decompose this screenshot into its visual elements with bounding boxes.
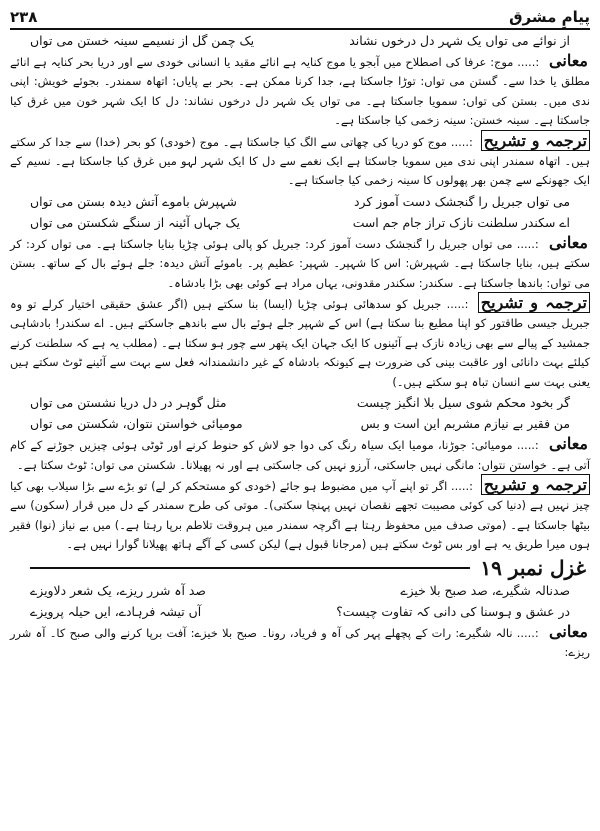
paragraph-text: اگر تو اپنے آپ میں مضبوط ہو جائے (خودی کو مستحکم کر لے) تو بڑے سے بڑا سیلاب بھی کیا چیز نہیں ہے (دنیا کی کوئی مصیبت تجھے نقصان نہیں پہنچا سکتی)۔ موتی کی طرح سمندر کے دل میں قرار (سکون) سے بیٹھا جاسکتا ہے۔ (موتی صدف میں محفوظ رہتا ہے اگرچہ سمندر میں ہروقت تلاطم برپا رہتا ہے۔) میں بے نیاز (نوا) فقیر ہوں میرا طریق یہ ہے اور بس ٹوٹ سکتے ہیں (مرجانا قبول ہے) لیکن کسی کے آگے ہاتھ پھیلانا گوارا نہیں ہے۔	[10, 478, 590, 552]
verse-first-hemistich: اے سکندر سلطنت نازک تراز جام جم است	[352, 214, 570, 230]
commentary-paragraph: ترجمہ و تشریح :..... جبریل کو سدھائی ہوئی چڑیا (ایسا) بنا سکتے ہیں (اگر عشق حقیقی اختیار کرلے تو وہ جبریل جیسی طاقتور کو اپنا مطیع بنا سکتا ہے) اس کے شہپر جلے ہوئے بال سے باندھے جاسکتے ہیں۔ اے سکندر! بادشاہی جمشید کے پیالے سے بھی زیادہ نازک ہے آئینوں کا ایک جہان ایک پتھر سے چور ہو سکتا ہے۔ (مطلب یہ ہے کہ سلطنت کرنے کیلئے بہت دانائی اور عاقبت بینی کی ضرورت ہے کیونکہ بادشاہ کے غیر دانشمندانہ فعل سے بہت سے آئینے ٹوٹ سکتے ہیں یعنی بہت سے انسان تباہ ہو سکتے ہیں۔)	[10, 293, 590, 389]
page-header	[10, 6, 590, 30]
commentary-paragraph: معانی :..... موج: عرفا کی اصطلاح میں آبجو یا موج کنایہ ہے انائے مقید یا انسانی خودی سے اور دریا بحر کنایہ ہے انائے مطلق یا خدا سے۔ گستن می تواں: توڑا جاسکتا ہے، جدا کرنا ممکن ہے۔ بحر بے پایاں: اتھاہ سمندر۔ بجوئے خویش: اپنی ندی میں۔ بستن کی تواں: سمویا جاسکتا ہے۔ می تواں یک شہر دل درخوں نشاند: دل کا ایک شہر خون میں غرق کیا جاسکتا ہے۔ سینہ خستن: سینہ زخمی کیا جاسکتا ہے۔	[10, 51, 590, 128]
paragraph-text: موج: عرفا کی اصطلاح میں آبجو یا موج کنایہ ہے انائے مقید یا انسانی خودی سے اور دریا بحر کنایہ ہے انائے مطلق یا خدا سے۔ گستن می تواں: توڑا جاسکتا ہے، جدا کرنا ممکن ہے۔ بحر بے پایاں: اتھاہ سمندر۔ بجوئے خویش: اپنی ندی میں۔ بستن کی تواں: سمویا جاسکتا ہے۔ می تواں یک شہر دل درخوں نشاند: دل کا ایک شہر خون میں غرق کیا جاسکتا ہے۔ سینہ خستن: سینہ زخمی کیا جاسکتا ہے۔	[10, 55, 590, 128]
book-title: پیامِ مشرق	[509, 8, 590, 26]
verse-second-hemistich: صد آہ شرر ریزے، یک شعر دلاویزے	[30, 582, 206, 598]
verse-couplet	[10, 212, 590, 233]
ghazal-heading	[10, 555, 590, 580]
verse-second-hemistich: یک چمن گل از نسیمے سینہ خستن می تواں	[30, 33, 255, 48]
ghazal-title: غزل نمبر ۱۹	[480, 555, 586, 580]
page-body	[10, 30, 590, 663]
verse-first-hemistich: می تواں جبریل را گنجشک دست آموز کرد	[354, 193, 570, 209]
section-label: معانی	[549, 434, 588, 454]
paragraph-text: می تواں جبریل را گنجشک دست آموز کرد: جبریل کو پالی ہوئی چڑیا بنایا جاسکتا ہے۔ می تواں کرد: کر سکتے ہیں، بنایا جاسکتا ہے۔ شہپرش: اس کا شہپر۔ شہپر: عظیم پر۔ باموئے آتش دیدہ: جلے ہوئے بال کے ساتھ۔ بستن می تواں: باندھا جاسکتا ہے۔ سکندر: سکندر مقدونی، یہاں مراد ہے کوئی بھی بڑا بادشاہ۔	[10, 236, 590, 290]
ghazal-rule	[30, 567, 470, 569]
verse-couplet	[10, 413, 590, 434]
verse-couplet	[10, 392, 590, 413]
section-label: ترجمہ و تشریح	[481, 130, 590, 151]
verse-first-hemistich: از نوائے می تواں یک شہر دل درخوں نشاند	[349, 33, 570, 48]
paragraph-text: مومیائی: جوڑنا، مومیا ایک سیاہ رنگ کی دوا جو لاش کو حنوط کرنے اور ٹوٹی ہوئی چیزیں جوڑنے کے کام آتی ہے۔ خواستن نتواں: مانگی نہیں جاسکتی، آرزو نہیں کی جاسکتی ہے اور نہ پھیلانا۔ شکستن می تواں: ٹوٹ سکتا ہے۔	[10, 438, 590, 472]
verse-couplet	[10, 580, 590, 601]
commentary-paragraph: ترجمہ و تشریح :..... اگر تو اپنے آپ میں مضبوط ہو جائے (خودی کو مستحکم کر لے) تو بڑے سے بڑا سیلاب بھی کیا چیز نہیں ہے (دنیا کی کوئی مصیبت تجھے نقصان نہیں پہنچا سکتی)۔ موتی کی طرح سمندر کے دل میں قرار (سکون) سے بیٹھا جاسکتا ہے۔ (موتی صدف میں محفوظ رہتا ہے اگرچہ سمندر میں ہروقت تلاطم برپا رہتا ہے۔) میں بے نیاز (نوا) فقیر ہوں میرا طریق یہ ہے اور بس ٹوٹ سکتے ہیں (مرجانا قبول ہے) لیکن کسی کے آگے ہاتھ پھیلانا گوارا نہیں ہے۔	[10, 474, 590, 552]
section-label: معانی	[549, 232, 588, 252]
section-label: ترجمہ و تشریح	[481, 474, 590, 495]
section-label: معانی	[549, 621, 588, 641]
verse-couplet	[10, 601, 590, 622]
verse-second-hemistich: مومیائی خواستن نتوان، شکستن می تواں	[30, 416, 243, 432]
verse-couplet	[10, 191, 590, 212]
commentary-paragraph: معانی :..... می تواں جبریل را گنجشک دست آموز کرد: جبریل کو پالی ہوئی چڑیا بنایا جاسکتا ہے۔ می تواں کرد: کر سکتے ہیں، بنایا جاسکتا ہے۔ شہپرش: اس کا شہپر۔ شہپر: عظیم پر۔ باموئے آتش دیدہ: جلے ہوئے بال کے ساتھ۔ بستن می تواں: باندھا جاسکتا ہے۔ سکندر: سکندر مقدونی، یہاں مراد ہے کوئی بھی بڑا بادشاہ۔	[10, 232, 590, 290]
page	[10, 6, 590, 824]
verse-couplet	[10, 30, 590, 51]
paragraph-text: نالہ شگیرے: رات کے پچھلے پہر کی آہ و فریاد، رونا۔ صبح بلا خیزے: آفت برپا کرنے والی صبح کا۔ آہ شرر ریزے:	[10, 625, 590, 660]
paragraph-text: موج کو دریا کی چھاتی سے الگ کیا جاسکتا ہے۔ موج (خودی) کو بحر (خدا) سے جدا کر سکتے ہیں۔ اتھاہ سمندر اپنی ندی میں سمویا جاسکتا ہے ایک نغمے سے دل کا ایک شہر لہو میں غرق کیا جاسکتا ہے۔ نسیم کے ایک جھونکے سے چمن بھر پھولوں کا سینہ زخمی کیا جاسکتا ہے۔	[10, 134, 590, 188]
commentary-paragraph: ترجمہ و تشریح :..... موج کو دریا کی چھاتی سے الگ کیا جاسکتا ہے۔ موج (خودی) کو بحر (خدا) سے جدا کر سکتے ہیں۔ اتھاہ سمندر اپنی ندی میں سمویا جاسکتا ہے ایک نغمے سے دل کا ایک شہر لہو میں غرق کیا جاسکتا ہے۔ نسیم کے ایک جھونکے سے چمن بھر پھولوں کا سینہ زخمی کیا جاسکتا ہے۔	[10, 130, 590, 188]
verse-first-hemistich: گر بخود محکم شوی سیل بلا انگیز چیست	[356, 395, 570, 411]
verse-first-hemistich: صدنالہ شگیرے، صد صبح بلا خیزے	[400, 582, 570, 598]
section-label: معانی	[549, 51, 588, 70]
verse-second-hemistich: مثل گوہر در دل دریا نشستن می تواں	[30, 395, 227, 411]
section-label: ترجمہ و تشریح	[478, 292, 590, 313]
verse-second-hemistich: یک جہاں آئینہ از سنگے شکستن می تواں	[30, 214, 240, 230]
verse-first-hemistich: در عشق و ہوسنا کی دانی کہ تفاوت چیست؟	[336, 603, 570, 619]
verse-second-hemistich: شہپرش باموے آتش دیدہ بستن می تواں	[30, 193, 237, 209]
paragraph-text: جبریل کو سدھائی ہوئی چڑیا (ایسا) بنا سکتے ہیں (اگر عشق حقیقی اختیار کرلے تو وہ جبریل جیسی طاقتور کو اپنا مطیع بنا سکتا ہے) اس کے شہپر جلے ہوئے بال سے باندھے جاسکتے ہیں۔ اے سکندر! بادشاہی جمشید کے پیالے سے بھی زیادہ نازک ہے آئینوں کا ایک جہان ایک پتھر سے چور ہو سکتا ہے۔ (مطلب یہ ہے کہ سلطنت کرنے کیلئے بہت دانائی اور عاقبت بینی کی ضرورت ہے کیونکہ بادشاہ کے غیر دانشمندانہ فعل سے بہت سے آئینے ٹوٹ سکتے ہیں یعنی بہت سے انسان تباہ ہو سکتے ہیں۔)	[10, 297, 590, 389]
commentary-paragraph: معانی :..... مومیائی: جوڑنا، مومیا ایک سیاہ رنگ کی دوا جو لاش کو حنوط کرنے اور ٹوٹی ہوئی چیزیں جوڑنے کے کام آتی ہے۔ خواستن نتواں: مانگی نہیں جاسکتی، آرزو نہیں کی جاسکتی ہے اور نہ پھیلانا۔ شکستن می تواں: ٹوٹ سکتا ہے۔	[10, 434, 590, 472]
verse-second-hemistich: آں تیشہ فرہادے، ایں حیلہ پرویزے	[30, 603, 202, 619]
page-number: ۲۳۸	[10, 8, 38, 26]
commentary-paragraph: معانی :..... نالہ شگیرے: رات کے پچھلے پہر کی آہ و فریاد، رونا۔ صبح بلا خیزے: آفت برپا کرنے والی صبح کا۔ آہ شرر ریزے:	[10, 621, 590, 660]
verse-first-hemistich: من فقیر بے نیازم مشربم این است و بس	[360, 416, 570, 432]
